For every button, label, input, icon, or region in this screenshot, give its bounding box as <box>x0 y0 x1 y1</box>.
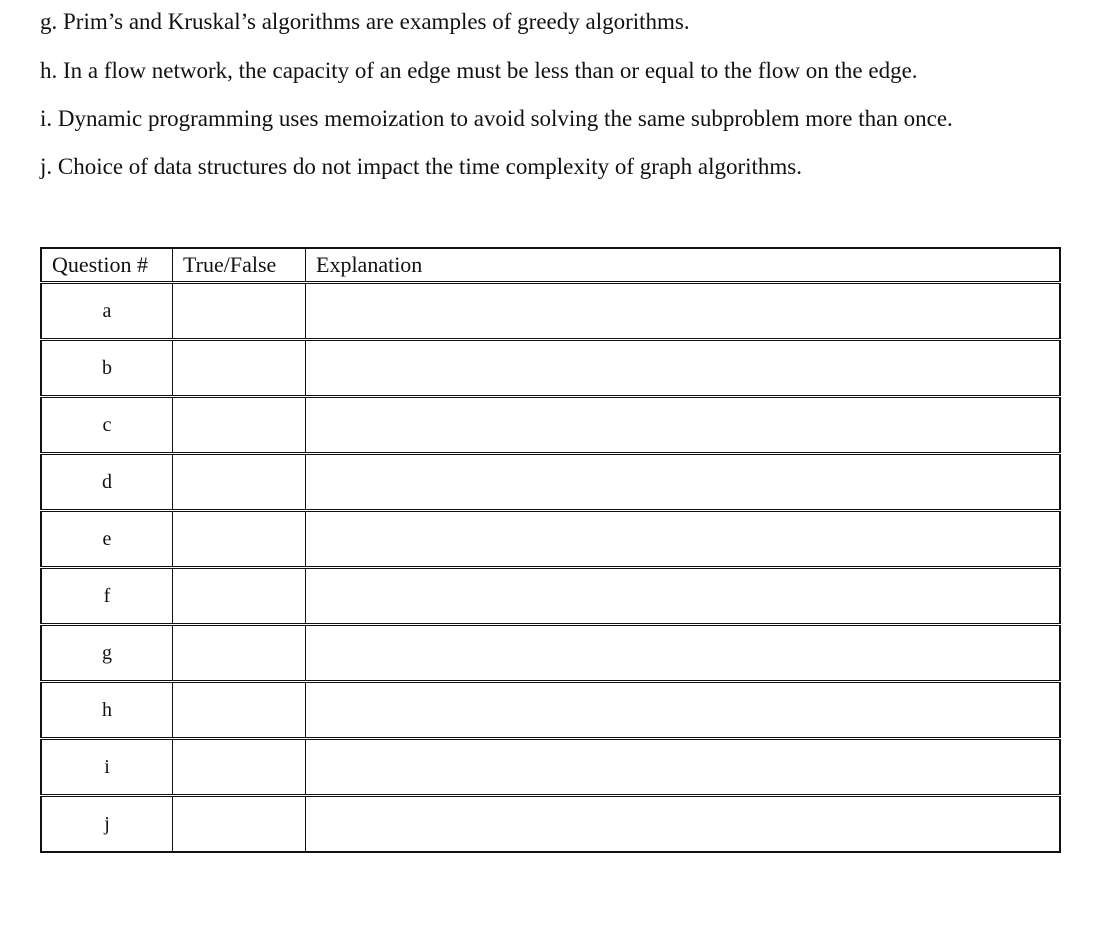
true-false-cell[interactable] <box>173 454 306 511</box>
statement-h: h. In a flow network, the capacity of an edge must be less than or equal to the flow on the edge. <box>40 58 918 83</box>
question-id-cell: e <box>41 511 173 568</box>
table-row <box>41 682 1060 739</box>
explanation-cell[interactable] <box>306 454 1061 511</box>
explanation-cell[interactable] <box>306 625 1061 682</box>
statement-i: i. Dynamic programming uses memoization to avoid solving the same subproblem more than once. <box>40 106 953 131</box>
explanation-cell[interactable] <box>306 739 1061 796</box>
header-true-false: True/False <box>173 248 306 283</box>
table-row <box>41 454 1060 511</box>
table-header-row <box>41 248 1060 283</box>
true-false-cell[interactable] <box>173 397 306 454</box>
question-id-cell: i <box>41 739 173 796</box>
true-false-cell[interactable] <box>173 340 306 397</box>
true-false-cell[interactable] <box>173 568 306 625</box>
explanation-cell[interactable] <box>306 568 1061 625</box>
statement-j: j. Choice of data structures do not impact the time complexity of graph algorithms. <box>40 154 803 179</box>
true-false-cell[interactable] <box>173 511 306 568</box>
true-false-cell[interactable] <box>173 682 306 739</box>
explanation-cell[interactable] <box>306 682 1061 739</box>
header-question-number: Question # <box>41 248 173 283</box>
table-row <box>41 625 1060 682</box>
explanation-cell[interactable] <box>306 796 1061 853</box>
table-row <box>41 511 1060 568</box>
question-id-cell: f <box>41 568 173 625</box>
question-id-cell: d <box>41 454 173 511</box>
question-id-cell: h <box>41 682 173 739</box>
table-row <box>41 739 1060 796</box>
true-false-cell[interactable] <box>173 625 306 682</box>
true-false-cell[interactable] <box>173 283 306 340</box>
table-row <box>41 568 1060 625</box>
explanation-cell[interactable] <box>306 283 1061 340</box>
explanation-cell[interactable] <box>306 397 1061 454</box>
question-id-cell: a <box>41 283 173 340</box>
question-id-cell: c <box>41 397 173 454</box>
true-false-cell[interactable] <box>173 796 306 853</box>
table-row <box>41 397 1060 454</box>
true-false-cell[interactable] <box>173 739 306 796</box>
explanation-cell[interactable] <box>306 511 1061 568</box>
question-id-cell: b <box>41 340 173 397</box>
table-row <box>41 796 1060 853</box>
header-explanation: Explanation <box>306 248 1061 283</box>
answer-table <box>40 247 1061 853</box>
table-row <box>41 340 1060 397</box>
statement-g: g. Prim’s and Kruskal’s algorithms are examples of greedy algorithms. <box>40 9 690 34</box>
question-id-cell: j <box>41 796 173 853</box>
explanation-cell[interactable] <box>306 340 1061 397</box>
question-id-cell: g <box>41 625 173 682</box>
table-row <box>41 283 1060 340</box>
